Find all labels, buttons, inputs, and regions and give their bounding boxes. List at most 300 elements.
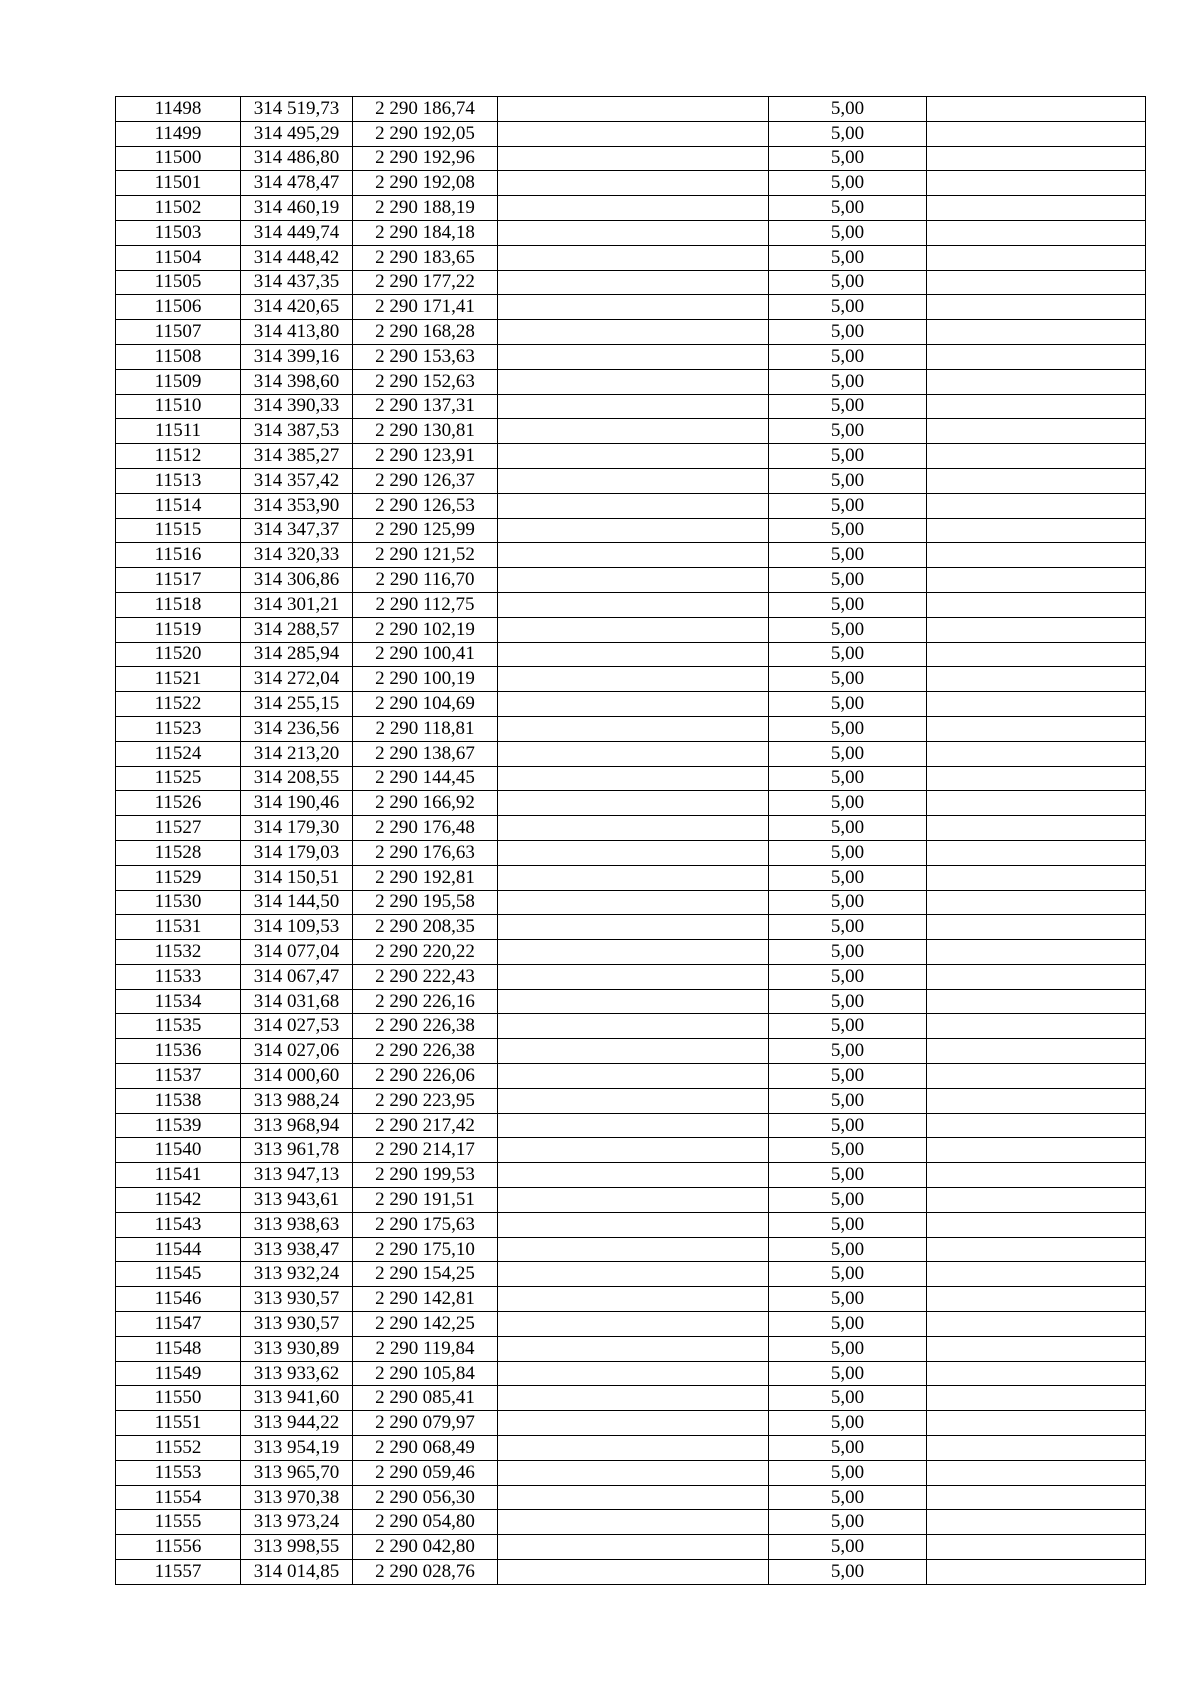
distance-cell: 5,00 [769, 840, 927, 865]
x-coordinate-cell: 314 179,03 [241, 840, 353, 865]
x-coordinate-cell: 314 387,53 [241, 419, 353, 444]
y-coordinate-cell: 2 290 056,30 [353, 1485, 498, 1510]
x-coordinate-cell: 314 398,60 [241, 369, 353, 394]
blank-cell [927, 1361, 1146, 1386]
blank-cell [498, 1039, 769, 1064]
blank-cell [498, 1510, 769, 1535]
blank-cell [498, 840, 769, 865]
point-number-cell: 11505 [116, 270, 241, 295]
blank-cell [927, 97, 1146, 122]
distance-cell: 5,00 [769, 642, 927, 667]
blank-cell [498, 1014, 769, 1039]
x-coordinate-cell: 314 014,85 [241, 1560, 353, 1585]
y-coordinate-cell: 2 290 226,16 [353, 989, 498, 1014]
x-coordinate-cell: 314 320,33 [241, 543, 353, 568]
point-number-cell: 11516 [116, 543, 241, 568]
table-row [116, 146, 1146, 171]
x-coordinate-cell: 314 150,51 [241, 865, 353, 890]
y-coordinate-cell: 2 290 138,67 [353, 741, 498, 766]
distance-cell: 5,00 [769, 865, 927, 890]
y-coordinate-cell: 2 290 123,91 [353, 444, 498, 469]
y-coordinate-cell: 2 290 176,48 [353, 816, 498, 841]
y-coordinate-cell: 2 290 166,92 [353, 791, 498, 816]
x-coordinate-cell: 314 031,68 [241, 989, 353, 1014]
x-coordinate-cell: 313 932,24 [241, 1262, 353, 1287]
point-number-cell: 11553 [116, 1460, 241, 1485]
blank-cell [927, 320, 1146, 345]
point-number-cell: 11525 [116, 766, 241, 791]
distance-cell: 5,00 [769, 1039, 927, 1064]
x-coordinate-cell: 314 027,06 [241, 1039, 353, 1064]
x-coordinate-cell: 314 357,42 [241, 468, 353, 493]
point-number-cell: 11542 [116, 1188, 241, 1213]
y-coordinate-cell: 2 290 188,19 [353, 196, 498, 221]
x-coordinate-cell: 314 208,55 [241, 766, 353, 791]
blank-cell [927, 568, 1146, 593]
y-coordinate-cell: 2 290 226,38 [353, 1014, 498, 1039]
blank-cell [498, 468, 769, 493]
x-coordinate-cell: 313 944,22 [241, 1411, 353, 1436]
distance-cell: 5,00 [769, 1460, 927, 1485]
point-number-cell: 11509 [116, 369, 241, 394]
blank-cell [927, 1485, 1146, 1510]
point-number-cell: 11543 [116, 1212, 241, 1237]
blank-cell [927, 1535, 1146, 1560]
blank-cell [498, 543, 769, 568]
x-coordinate-cell: 313 930,89 [241, 1336, 353, 1361]
table-row [116, 667, 1146, 692]
table-row [116, 419, 1146, 444]
distance-cell: 5,00 [769, 1262, 927, 1287]
y-coordinate-cell: 2 290 226,38 [353, 1039, 498, 1064]
blank-cell [498, 1163, 769, 1188]
x-coordinate-cell: 314 449,74 [241, 220, 353, 245]
table-row [116, 121, 1146, 146]
point-number-cell: 11550 [116, 1386, 241, 1411]
y-coordinate-cell: 2 290 176,63 [353, 840, 498, 865]
y-coordinate-cell: 2 290 126,53 [353, 493, 498, 518]
blank-cell [498, 97, 769, 122]
blank-cell [927, 617, 1146, 642]
blank-cell [498, 171, 769, 196]
table-row [116, 320, 1146, 345]
y-coordinate-cell: 2 290 199,53 [353, 1163, 498, 1188]
blank-cell [498, 518, 769, 543]
x-coordinate-cell: 313 930,57 [241, 1312, 353, 1337]
blank-cell [927, 369, 1146, 394]
blank-cell [927, 220, 1146, 245]
blank-cell [927, 196, 1146, 221]
blank-cell [927, 121, 1146, 146]
point-number-cell: 11518 [116, 592, 241, 617]
blank-cell [927, 245, 1146, 270]
x-coordinate-cell: 313 973,24 [241, 1510, 353, 1535]
blank-cell [927, 642, 1146, 667]
distance-cell: 5,00 [769, 617, 927, 642]
x-coordinate-cell: 313 947,13 [241, 1163, 353, 1188]
blank-cell [927, 344, 1146, 369]
blank-cell [927, 1336, 1146, 1361]
y-coordinate-cell: 2 290 186,74 [353, 97, 498, 122]
point-number-cell: 11532 [116, 940, 241, 965]
blank-cell [498, 1188, 769, 1213]
distance-cell: 5,00 [769, 1485, 927, 1510]
x-coordinate-cell: 313 941,60 [241, 1386, 353, 1411]
point-number-cell: 11511 [116, 419, 241, 444]
y-coordinate-cell: 2 290 192,96 [353, 146, 498, 171]
point-number-cell: 11548 [116, 1336, 241, 1361]
point-number-cell: 11514 [116, 493, 241, 518]
blank-cell [927, 1262, 1146, 1287]
point-number-cell: 11535 [116, 1014, 241, 1039]
distance-cell: 5,00 [769, 1287, 927, 1312]
distance-cell: 5,00 [769, 1113, 927, 1138]
blank-cell [498, 1411, 769, 1436]
y-coordinate-cell: 2 290 116,70 [353, 568, 498, 593]
distance-cell: 5,00 [769, 1188, 927, 1213]
point-number-cell: 11520 [116, 642, 241, 667]
point-number-cell: 11508 [116, 344, 241, 369]
blank-cell [498, 1460, 769, 1485]
x-coordinate-cell: 314 067,47 [241, 964, 353, 989]
point-number-cell: 11510 [116, 394, 241, 419]
blank-cell [927, 1039, 1146, 1064]
point-number-cell: 11506 [116, 295, 241, 320]
table-row [116, 344, 1146, 369]
table-row [116, 1535, 1146, 1560]
table-row [116, 766, 1146, 791]
blank-cell [498, 444, 769, 469]
distance-cell: 5,00 [769, 1212, 927, 1237]
distance-cell: 5,00 [769, 1312, 927, 1337]
table-row [116, 493, 1146, 518]
blank-cell [927, 964, 1146, 989]
distance-cell: 5,00 [769, 1014, 927, 1039]
blank-cell [498, 245, 769, 270]
point-number-cell: 11499 [116, 121, 241, 146]
distance-cell: 5,00 [769, 320, 927, 345]
y-coordinate-cell: 2 290 137,31 [353, 394, 498, 419]
blank-cell [498, 1262, 769, 1287]
y-coordinate-cell: 2 290 222,43 [353, 964, 498, 989]
table-row [116, 1039, 1146, 1064]
distance-cell: 5,00 [769, 1560, 927, 1585]
distance-cell: 5,00 [769, 964, 927, 989]
blank-cell [927, 915, 1146, 940]
table-row [116, 270, 1146, 295]
distance-cell: 5,00 [769, 1163, 927, 1188]
x-coordinate-cell: 313 968,94 [241, 1113, 353, 1138]
y-coordinate-cell: 2 290 144,45 [353, 766, 498, 791]
x-coordinate-cell: 313 965,70 [241, 1460, 353, 1485]
x-coordinate-cell: 314 179,30 [241, 816, 353, 841]
distance-cell: 5,00 [769, 766, 927, 791]
x-coordinate-cell: 314 236,56 [241, 716, 353, 741]
point-number-cell: 11538 [116, 1088, 241, 1113]
table-row [116, 1460, 1146, 1485]
point-number-cell: 11554 [116, 1485, 241, 1510]
x-coordinate-cell: 313 943,61 [241, 1188, 353, 1213]
table-row [116, 816, 1146, 841]
x-coordinate-cell: 314 437,35 [241, 270, 353, 295]
blank-cell [498, 295, 769, 320]
blank-cell [498, 1212, 769, 1237]
point-number-cell: 11547 [116, 1312, 241, 1337]
distance-cell: 5,00 [769, 989, 927, 1014]
distance-cell: 5,00 [769, 295, 927, 320]
x-coordinate-cell: 314 385,27 [241, 444, 353, 469]
blank-cell [927, 1138, 1146, 1163]
distance-cell: 5,00 [769, 196, 927, 221]
coordinates-table [115, 96, 1146, 1585]
distance-cell: 5,00 [769, 369, 927, 394]
x-coordinate-cell: 313 970,38 [241, 1485, 353, 1510]
blank-cell [498, 816, 769, 841]
distance-cell: 5,00 [769, 1436, 927, 1461]
x-coordinate-cell: 313 961,78 [241, 1138, 353, 1163]
point-number-cell: 11531 [116, 915, 241, 940]
blank-cell [927, 468, 1146, 493]
table-row [116, 1287, 1146, 1312]
blank-cell [927, 1188, 1146, 1213]
table-row [116, 245, 1146, 270]
table-row [116, 171, 1146, 196]
blank-cell [498, 220, 769, 245]
distance-cell: 5,00 [769, 419, 927, 444]
point-number-cell: 11541 [116, 1163, 241, 1188]
table-row [116, 1262, 1146, 1287]
table-row [116, 964, 1146, 989]
table-row [116, 1485, 1146, 1510]
blank-cell [498, 716, 769, 741]
blank-cell [927, 419, 1146, 444]
distance-cell: 5,00 [769, 1361, 927, 1386]
x-coordinate-cell: 314 109,53 [241, 915, 353, 940]
y-coordinate-cell: 2 290 119,84 [353, 1336, 498, 1361]
point-number-cell: 11552 [116, 1436, 241, 1461]
blank-cell [927, 543, 1146, 568]
x-coordinate-cell: 314 272,04 [241, 667, 353, 692]
point-number-cell: 11501 [116, 171, 241, 196]
coordinates-table-body [116, 97, 1146, 1585]
point-number-cell: 11507 [116, 320, 241, 345]
blank-cell [498, 419, 769, 444]
blank-cell [498, 766, 769, 791]
y-coordinate-cell: 2 290 217,42 [353, 1113, 498, 1138]
x-coordinate-cell: 314 306,86 [241, 568, 353, 593]
x-coordinate-cell: 314 390,33 [241, 394, 353, 419]
distance-cell: 5,00 [769, 270, 927, 295]
blank-cell [927, 518, 1146, 543]
y-coordinate-cell: 2 290 130,81 [353, 419, 498, 444]
distance-cell: 5,00 [769, 344, 927, 369]
distance-cell: 5,00 [769, 741, 927, 766]
blank-cell [927, 791, 1146, 816]
blank-cell [927, 1560, 1146, 1585]
blank-cell [927, 493, 1146, 518]
y-coordinate-cell: 2 290 104,69 [353, 692, 498, 717]
y-coordinate-cell: 2 290 192,81 [353, 865, 498, 890]
table-row [116, 1014, 1146, 1039]
blank-cell [927, 816, 1146, 841]
table-row [116, 1361, 1146, 1386]
x-coordinate-cell: 314 460,19 [241, 196, 353, 221]
y-coordinate-cell: 2 290 112,75 [353, 592, 498, 617]
y-coordinate-cell: 2 290 118,81 [353, 716, 498, 741]
table-row [116, 1312, 1146, 1337]
blank-cell [498, 320, 769, 345]
y-coordinate-cell: 2 290 028,76 [353, 1560, 498, 1585]
blank-cell [498, 568, 769, 593]
table-row [116, 940, 1146, 965]
point-number-cell: 11533 [116, 964, 241, 989]
distance-cell: 5,00 [769, 1138, 927, 1163]
blank-cell [498, 642, 769, 667]
table-row [116, 295, 1146, 320]
table-row [116, 1212, 1146, 1237]
distance-cell: 5,00 [769, 1535, 927, 1560]
blank-cell [498, 915, 769, 940]
x-coordinate-cell: 314 190,46 [241, 791, 353, 816]
y-coordinate-cell: 2 290 100,41 [353, 642, 498, 667]
x-coordinate-cell: 314 213,20 [241, 741, 353, 766]
x-coordinate-cell: 314 000,60 [241, 1064, 353, 1089]
table-row [116, 741, 1146, 766]
blank-cell [498, 1287, 769, 1312]
y-coordinate-cell: 2 290 220,22 [353, 940, 498, 965]
blank-cell [927, 1460, 1146, 1485]
point-number-cell: 11524 [116, 741, 241, 766]
y-coordinate-cell: 2 290 154,25 [353, 1262, 498, 1287]
table-row [116, 97, 1146, 122]
x-coordinate-cell: 314 399,16 [241, 344, 353, 369]
blank-cell [498, 1560, 769, 1585]
x-coordinate-cell: 314 420,65 [241, 295, 353, 320]
table-row [116, 196, 1146, 221]
table-row [116, 220, 1146, 245]
blank-cell [498, 741, 769, 766]
y-coordinate-cell: 2 290 126,37 [353, 468, 498, 493]
blank-cell [498, 1535, 769, 1560]
point-number-cell: 11521 [116, 667, 241, 692]
y-coordinate-cell: 2 290 183,65 [353, 245, 498, 270]
blank-cell [927, 1411, 1146, 1436]
point-number-cell: 11528 [116, 840, 241, 865]
table-row [116, 444, 1146, 469]
table-row [116, 1411, 1146, 1436]
blank-cell [927, 766, 1146, 791]
x-coordinate-cell: 314 486,80 [241, 146, 353, 171]
blank-cell [498, 667, 769, 692]
point-number-cell: 11537 [116, 1064, 241, 1089]
y-coordinate-cell: 2 290 105,84 [353, 1361, 498, 1386]
table-row [116, 865, 1146, 890]
distance-cell: 5,00 [769, 245, 927, 270]
point-number-cell: 11513 [116, 468, 241, 493]
blank-cell [498, 1386, 769, 1411]
point-number-cell: 11557 [116, 1560, 241, 1585]
blank-cell [498, 940, 769, 965]
distance-cell: 5,00 [769, 716, 927, 741]
point-number-cell: 11549 [116, 1361, 241, 1386]
point-number-cell: 11551 [116, 1411, 241, 1436]
blank-cell [498, 1361, 769, 1386]
blank-cell [498, 196, 769, 221]
x-coordinate-cell: 314 478,47 [241, 171, 353, 196]
blank-cell [927, 1237, 1146, 1262]
distance-cell: 5,00 [769, 1064, 927, 1089]
blank-cell [927, 1014, 1146, 1039]
y-coordinate-cell: 2 290 121,52 [353, 543, 498, 568]
point-number-cell: 11526 [116, 791, 241, 816]
table-row [116, 1113, 1146, 1138]
distance-cell: 5,00 [769, 171, 927, 196]
y-coordinate-cell: 2 290 100,19 [353, 667, 498, 692]
y-coordinate-cell: 2 290 214,17 [353, 1138, 498, 1163]
x-coordinate-cell: 313 930,57 [241, 1287, 353, 1312]
distance-cell: 5,00 [769, 890, 927, 915]
table-row [116, 1163, 1146, 1188]
x-coordinate-cell: 314 495,29 [241, 121, 353, 146]
distance-cell: 5,00 [769, 1411, 927, 1436]
y-coordinate-cell: 2 290 142,25 [353, 1312, 498, 1337]
blank-cell [498, 493, 769, 518]
table-row [116, 1336, 1146, 1361]
table-row [116, 518, 1146, 543]
y-coordinate-cell: 2 290 079,97 [353, 1411, 498, 1436]
table-row [116, 543, 1146, 568]
blank-cell [927, 667, 1146, 692]
blank-cell [927, 146, 1146, 171]
distance-cell: 5,00 [769, 1237, 927, 1262]
table-row [116, 468, 1146, 493]
blank-cell [927, 865, 1146, 890]
y-coordinate-cell: 2 290 153,63 [353, 344, 498, 369]
x-coordinate-cell: 314 519,73 [241, 97, 353, 122]
y-coordinate-cell: 2 290 059,46 [353, 1460, 498, 1485]
y-coordinate-cell: 2 290 171,41 [353, 295, 498, 320]
y-coordinate-cell: 2 290 195,58 [353, 890, 498, 915]
blank-cell [927, 716, 1146, 741]
blank-cell [927, 394, 1146, 419]
x-coordinate-cell: 314 347,37 [241, 518, 353, 543]
x-coordinate-cell: 313 933,62 [241, 1361, 353, 1386]
x-coordinate-cell: 314 077,04 [241, 940, 353, 965]
x-coordinate-cell: 314 448,42 [241, 245, 353, 270]
distance-cell: 5,00 [769, 791, 927, 816]
point-number-cell: 11556 [116, 1535, 241, 1560]
table-row [116, 791, 1146, 816]
blank-cell [498, 1485, 769, 1510]
table-row [116, 716, 1146, 741]
blank-cell [927, 1287, 1146, 1312]
distance-cell: 5,00 [769, 915, 927, 940]
table-row [116, 1560, 1146, 1585]
distance-cell: 5,00 [769, 592, 927, 617]
blank-cell [498, 1436, 769, 1461]
blank-cell [498, 1138, 769, 1163]
distance-cell: 5,00 [769, 394, 927, 419]
y-coordinate-cell: 2 290 085,41 [353, 1386, 498, 1411]
table-row [116, 1436, 1146, 1461]
y-coordinate-cell: 2 290 192,08 [353, 171, 498, 196]
y-coordinate-cell: 2 290 192,05 [353, 121, 498, 146]
point-number-cell: 11523 [116, 716, 241, 741]
blank-cell [498, 964, 769, 989]
point-number-cell: 11555 [116, 1510, 241, 1535]
table-row [116, 1237, 1146, 1262]
y-coordinate-cell: 2 290 054,80 [353, 1510, 498, 1535]
